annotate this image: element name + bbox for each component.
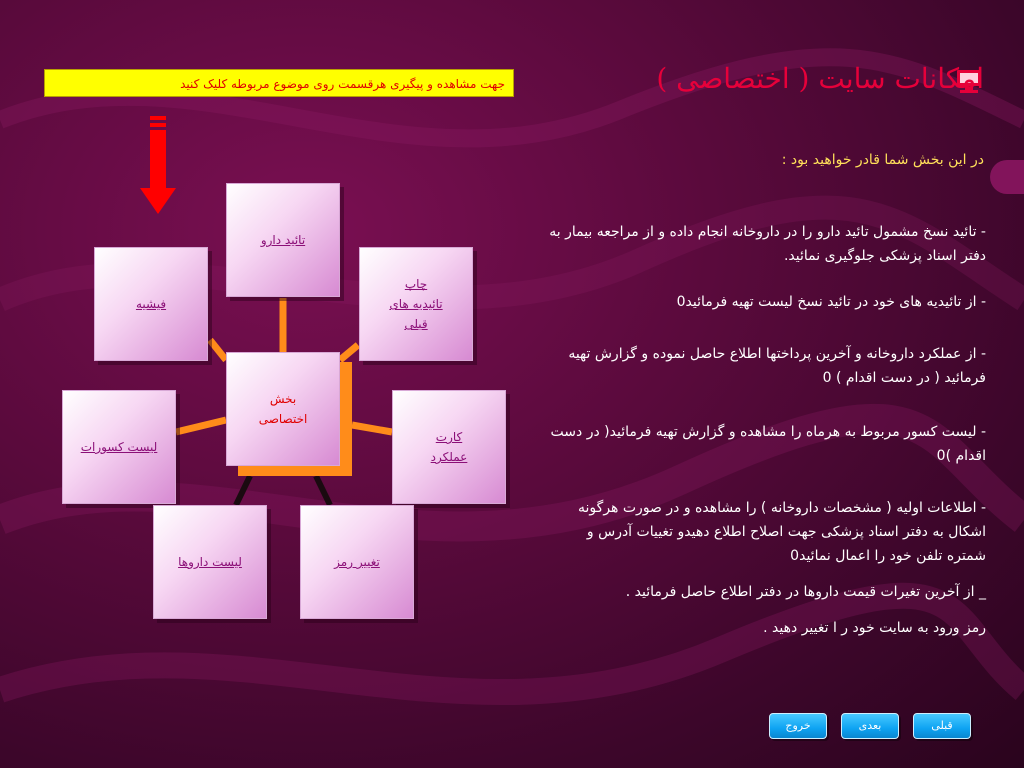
prev-button[interactable]: قبلی: [913, 713, 971, 739]
feature-item: - تائید نسخ مشمول تائید دارو را در داروخانه انجام داده و از مراجعه بیمار به دفتر اسناد پزشکی جلوگیری نمائید.: [549, 224, 986, 264]
section-intro: در این بخش شما قادر خواهید بود :: [781, 152, 984, 168]
exit-button[interactable]: خروج: [769, 713, 827, 739]
feature-item: _ از آخرین تغیرات قیمت داروها در دفتر اطلاع حاصل فرمائید .: [625, 584, 986, 600]
feature-item: - از عملکرد داروخانه و آخرین پرداختها اطلاع حاصل نموده و گزارش تهیه فرمائید ( در دست اقدام ) 0: [568, 346, 986, 386]
side-tab-decoration: [990, 160, 1024, 194]
link-label[interactable]: کارت عملکرد: [430, 430, 468, 464]
link-label[interactable]: لیست کسورات: [80, 440, 158, 454]
instruction-banner: جهت مشاهده و پیگیری هرقسمت روی موضوع مربوطه کلیک کنید: [44, 69, 514, 97]
feature-item: - اطلاعات اولیه ( مشخصات داروخانه ) را مشاهده و در صورت هرگونه اشکال به دفتر اسناد پزشکی جهت اصلاح اطلاع دهیدو تغییات آدرس و شمتره تلفن خود را اعمال نمائید0: [578, 500, 986, 564]
page-title: امکانات سایت ( اختصاصی ): [656, 62, 984, 95]
feature-item: - از تائیدیه های خود در تائید نسخ لیست تهیه فرمائید0: [676, 294, 986, 310]
arrow-down-icon: [138, 116, 178, 216]
feature-item: - لیست کسور مربوط به هرماه را مشاهده و گزارش تهیه فرمائید( در دست اقدام )0: [550, 424, 986, 464]
link-kart-amalkard[interactable]: [392, 390, 506, 504]
link-label[interactable]: تائید دارو: [260, 233, 306, 247]
link-liste-kosurat[interactable]: [62, 390, 176, 504]
feature-item: رمز ورود به سایت خود ر ا تغییر دهید .: [763, 620, 986, 636]
link-label[interactable]: فیشیه: [135, 297, 167, 311]
link-liste-daruha[interactable]: [153, 505, 267, 619]
link-label[interactable]: لیست داروها: [178, 555, 242, 569]
diagram-center: بخش اختصاصی: [226, 352, 340, 466]
link-label[interactable]: چاپ تائیدیه های قبلی: [389, 277, 443, 331]
link-tayid-daru[interactable]: [226, 183, 340, 297]
link-label[interactable]: تغییر رمز: [334, 555, 380, 569]
link-chap-tayidiye[interactable]: [359, 247, 473, 361]
next-button[interactable]: بعدی: [841, 713, 899, 739]
link-taghir-ramz[interactable]: [300, 505, 414, 619]
link-fishiye[interactable]: [94, 247, 208, 361]
